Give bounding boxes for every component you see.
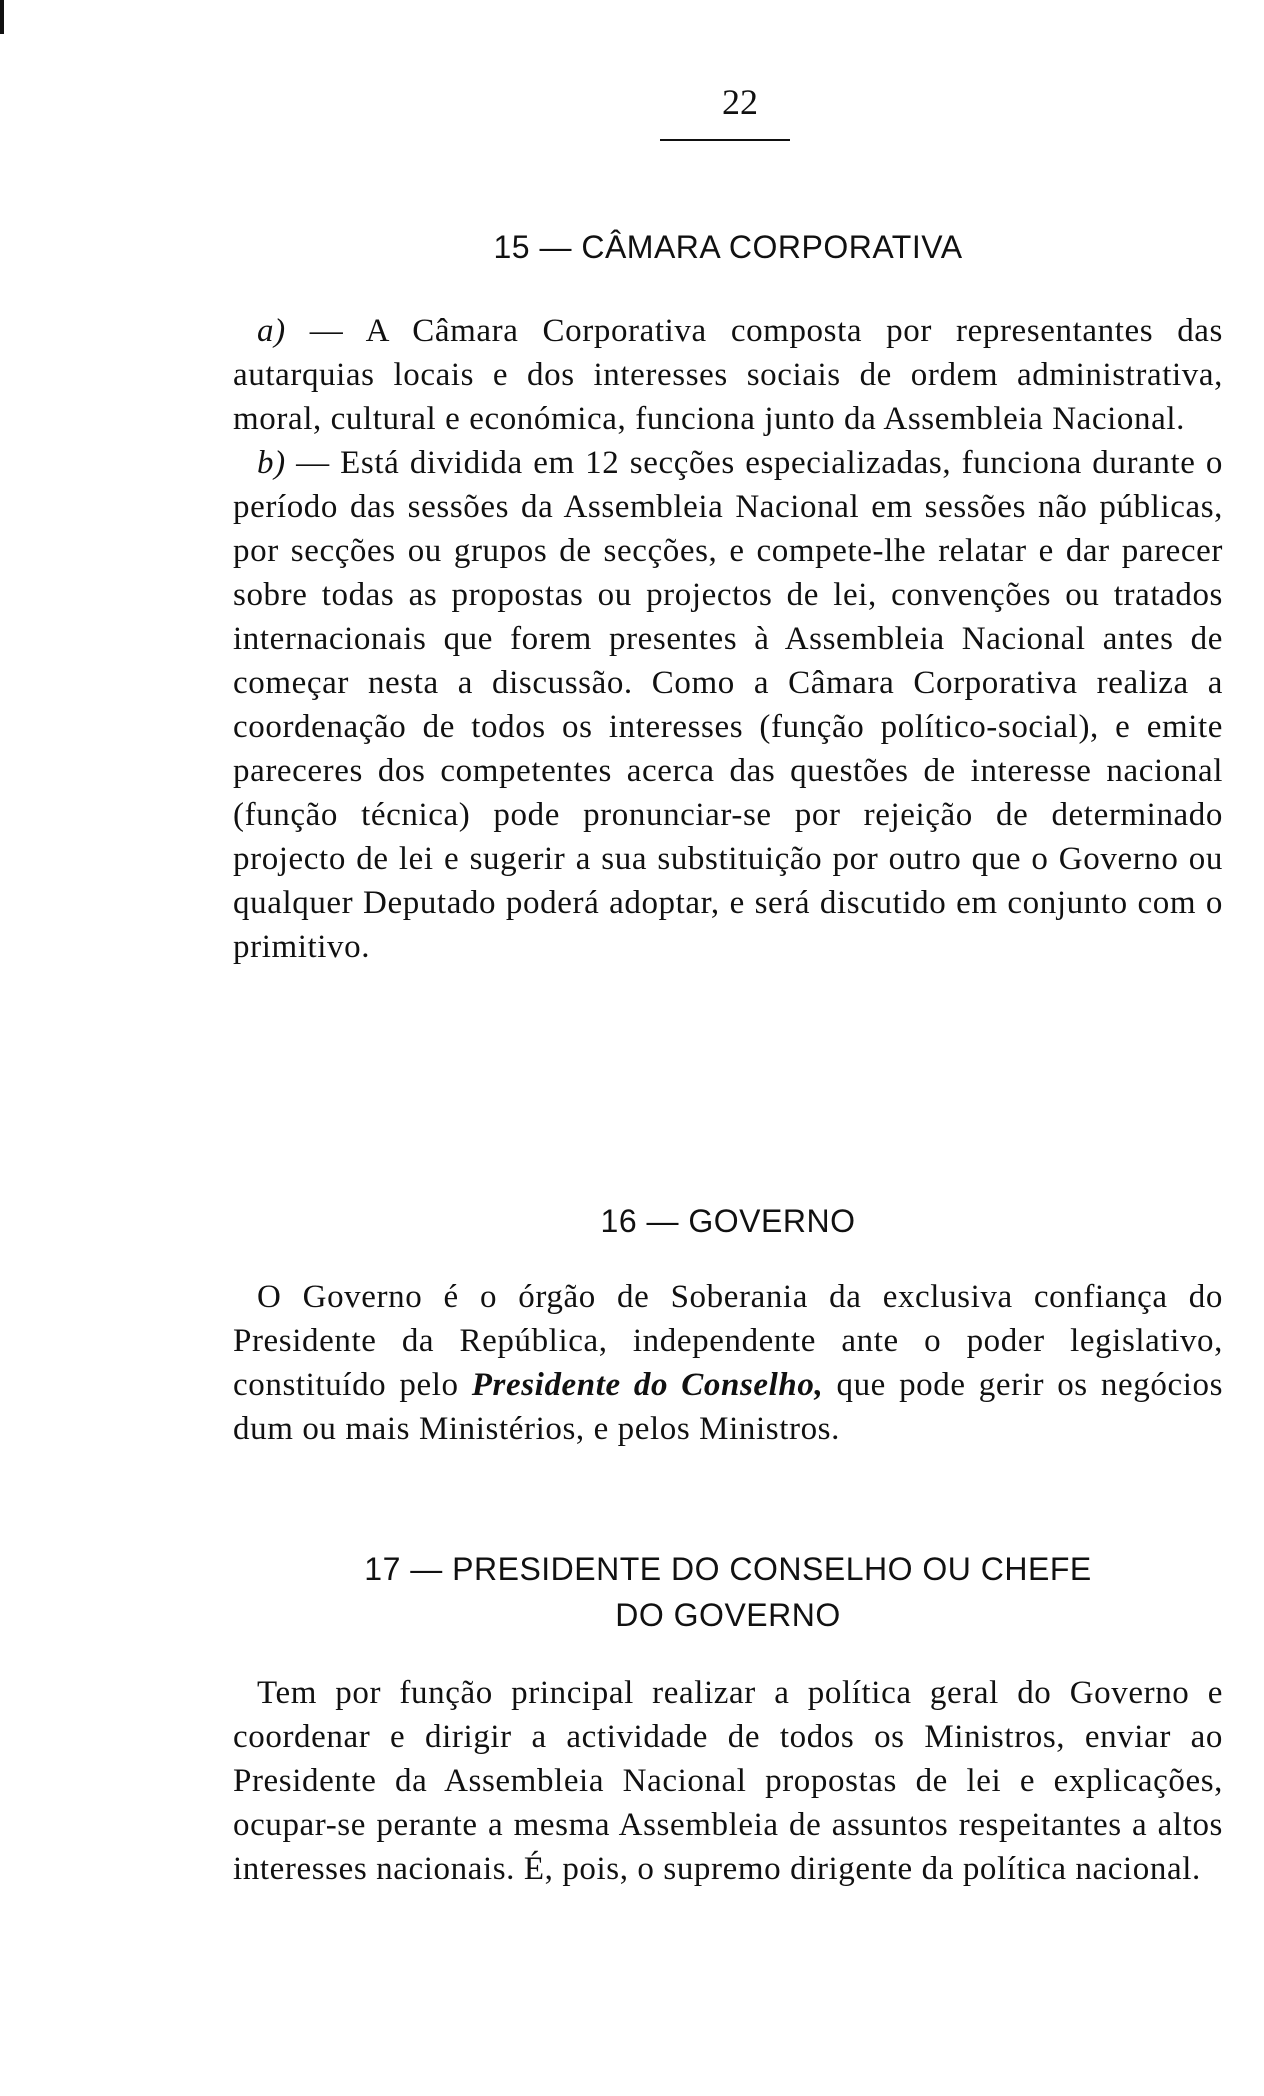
paragraph-text-a: — A Câmara Corporativa composta por representantes das autarquias locais e dos interesses sociais de ordem administrativa, moral, cultural e económica, funciona junto da Assembleia Nacional. xyxy=(233,313,1223,437)
section-16-emphasis: Presidente do Conselho, xyxy=(471,1367,824,1403)
section-17-heading-line-1: 17 — PRESIDENTE DO CONSELHO OU CHEFE xyxy=(364,1551,1092,1587)
section-17-heading xyxy=(233,1546,1223,1638)
section-16-text-after: que pode gerir os negócios dum ou mais Ministérios, e pelos Ministros. xyxy=(233,1367,1224,1447)
paragraph-text-b: — Está dividida em 12 secções especializadas, funciona durante o período das sessões da Assembleia Nacional em sessões não públicas, por secções ou grupos de secções, e compete-lhe relatar e dar parecer sobre todas as propostas ou projectos de lei, convenções ou tratados internacionais que forem presentes à Assembleia Nacional antes de começar nesta a discussão. Como a Câmara Corporativa realiza a coordenação de todos os interesses (função político-social), e emite pareceres dos competentes acerca das questões de interesse nacional (função técnica) pode pronunciar-se por rejeição de determinado projecto de lei e sugerir a sua substituição por outro que o Governo ou qualquer Deputado poderá adoptar, e será discutido em conjunto com o primitivo. xyxy=(233,445,1223,965)
section-16-body xyxy=(233,1275,1223,1451)
scan-edge-mark xyxy=(0,0,4,34)
section-17-heading-line-2: DO GOVERNO xyxy=(615,1597,841,1633)
paragraph-label-a: a) xyxy=(257,313,286,349)
page-number-rule xyxy=(660,139,790,141)
section-16-heading: 16 — GOVERNO xyxy=(600,1203,856,1239)
paragraph-label-b: b) xyxy=(257,445,286,481)
section-15-paragraph-b xyxy=(233,441,1223,969)
section-16-paragraph xyxy=(233,1275,1223,1451)
section-16-text-before: O Governo é o órgão de Soberania da exclusiva confiança do Presidente da República, independente ante o poder legislativo, constituído pelo xyxy=(233,1279,1223,1403)
section-15-paragraph-a xyxy=(233,309,1223,441)
section-17-body xyxy=(233,1671,1223,1891)
section-15-heading: 15 — CÂMARA CORPORATIVA xyxy=(493,229,963,265)
section-15-body xyxy=(233,309,1223,969)
page-number: 22 xyxy=(722,82,758,122)
section-17-paragraph: Tem por função principal realizar a política geral do Governo e coordenar e dirigir a actividade de todos os Ministros, enviar ao Presidente da Assembleia Nacional propostas de lei e explicações, ocupar-se perante a mesma Assembleia de assuntos respeitantes a altos interesses nacionais. É, pois, o supremo dirigente da política nacional. xyxy=(233,1675,1223,1887)
